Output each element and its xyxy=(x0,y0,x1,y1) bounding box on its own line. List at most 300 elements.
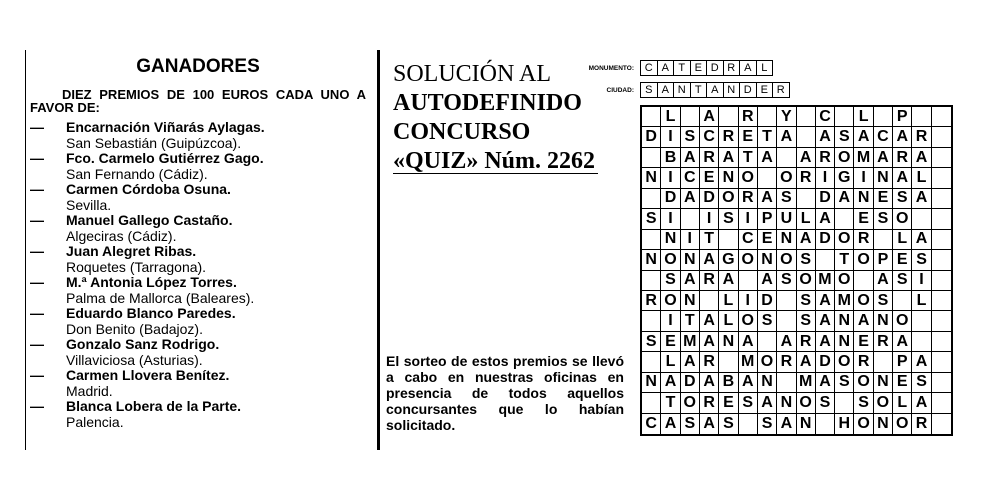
winner-place: Madrid. xyxy=(66,382,113,399)
grid-cell: A xyxy=(681,189,700,209)
grid-cell: O xyxy=(739,168,758,188)
grid-cell xyxy=(932,332,951,352)
grid-cell: M xyxy=(681,332,700,352)
grid-cell xyxy=(835,209,854,229)
grid-cell: A xyxy=(758,393,777,413)
grid-cell xyxy=(932,230,951,250)
hint-letters-monumento xyxy=(640,60,773,76)
grid-cell: N xyxy=(661,230,680,250)
hint-letter: A xyxy=(658,83,675,97)
grid-cell: A xyxy=(912,148,931,168)
grid-cell: N xyxy=(777,230,796,250)
winner-entry xyxy=(30,244,366,275)
grid-cell: A xyxy=(816,127,835,147)
grid-cell: O xyxy=(739,311,758,331)
grid-cell xyxy=(932,291,951,311)
grid-cell: H xyxy=(835,414,854,434)
hint-letters-ciudad xyxy=(640,82,790,98)
grid-cell: B xyxy=(719,373,738,393)
grid-cell: M xyxy=(739,352,758,372)
winner-name xyxy=(30,368,366,384)
grid-cell: S xyxy=(777,271,796,291)
grid-cell xyxy=(719,352,738,372)
grid-cell: N xyxy=(874,168,893,188)
grid-cell: A xyxy=(681,148,700,168)
grid-cell: S xyxy=(642,332,661,352)
grid-cell: E xyxy=(854,209,873,229)
winner-name-text: Eduardo Blanco Paredes. xyxy=(66,305,236,321)
grid-cell: A xyxy=(816,291,835,311)
grid-cell xyxy=(719,107,738,127)
grid-cell: R xyxy=(700,352,719,372)
grid-cell: L xyxy=(912,291,931,311)
grid-cell: I xyxy=(739,209,758,229)
entry-dash: — xyxy=(30,305,44,321)
grid-cell: R xyxy=(642,291,661,311)
grid-cell: T xyxy=(758,127,777,147)
grid-cell: O xyxy=(777,250,796,270)
grid-cell: O xyxy=(835,148,854,168)
winner-name-text: Blanca Lobera de la Parte. xyxy=(66,398,242,414)
grid-cell: R xyxy=(700,271,719,291)
grid-cell xyxy=(816,250,835,270)
hint-letter: R xyxy=(776,84,785,96)
grid-cell: M xyxy=(854,148,873,168)
grid-cell: T xyxy=(661,393,680,413)
grid-cell: R xyxy=(874,332,893,352)
hint-letter: R xyxy=(724,61,741,75)
grid-cell xyxy=(642,148,661,168)
grid-cell: A xyxy=(893,168,912,188)
hint-letter: D xyxy=(740,83,757,97)
grid-cell: B xyxy=(661,148,680,168)
winner-place: Roquetes (Tarragona). xyxy=(66,258,207,275)
grid-cell: E xyxy=(893,373,912,393)
grid-cell: A xyxy=(719,271,738,291)
winner-name-text: M.ª Antonia López Torres. xyxy=(66,274,237,290)
grid-cell: A xyxy=(854,127,873,147)
grid-cell: A xyxy=(893,332,912,352)
grid-cell: M xyxy=(835,291,854,311)
grid-cell: A xyxy=(912,352,931,372)
grid-cell: A xyxy=(700,373,719,393)
hint-letter: N xyxy=(674,83,691,97)
grid-cell: S xyxy=(719,414,738,434)
grid-cell: G xyxy=(719,250,738,270)
winner-entry xyxy=(30,275,366,306)
grid-cell: D xyxy=(816,189,835,209)
grid-cell: C xyxy=(816,107,835,127)
grid-cell: A xyxy=(758,148,777,168)
grid-cell xyxy=(932,168,951,188)
grid-cell xyxy=(874,230,893,250)
grid-cell: N xyxy=(835,332,854,352)
grid-cell: M xyxy=(797,373,816,393)
hint-label-ciudad: CIUDAD: xyxy=(606,86,634,94)
grid-cell: L xyxy=(854,107,873,127)
grid-cell: O xyxy=(835,271,854,291)
entry-dash: — xyxy=(30,181,44,197)
grid-cell: O xyxy=(758,352,777,372)
grid-cell: S xyxy=(835,373,854,393)
grid-cell: R xyxy=(719,127,738,147)
grid-cell: Y xyxy=(777,107,796,127)
grid-cell: O xyxy=(661,250,680,270)
grid-cell: N xyxy=(681,291,700,311)
winner-entry xyxy=(30,120,366,151)
winner-name-text: Manuel Gallego Castaño. xyxy=(66,212,233,228)
grid-cell: A xyxy=(777,332,796,352)
grid-cell xyxy=(797,189,816,209)
grid-cell: E xyxy=(854,332,873,352)
grid-cell: D xyxy=(661,189,680,209)
hint-letter: C xyxy=(641,61,658,75)
grid-cell: A xyxy=(661,373,680,393)
grid-cell xyxy=(777,373,796,393)
entry-dash: — xyxy=(30,150,44,166)
winner-entry xyxy=(30,368,366,399)
grid-cell: S xyxy=(642,209,661,229)
grid-cell xyxy=(797,127,816,147)
grid-cell xyxy=(700,291,719,311)
grid-cell: O xyxy=(739,250,758,270)
grid-cell: U xyxy=(777,209,796,229)
grid-cell xyxy=(739,414,758,434)
grid-cell xyxy=(642,271,661,291)
grid-cell: O xyxy=(719,189,738,209)
winner-name-text: Gonzalo Sanz Rodrigo. xyxy=(66,336,220,352)
grid-cell: S xyxy=(797,291,816,311)
winner-name xyxy=(30,306,366,322)
entry-dash: — xyxy=(30,336,44,352)
winner-entry xyxy=(30,306,366,337)
grid-cell: S xyxy=(893,271,912,291)
grid-cell: A xyxy=(816,332,835,352)
grid-cell xyxy=(739,271,758,291)
hint-letter: T xyxy=(691,83,708,97)
grid-cell: O xyxy=(893,311,912,331)
grid-cell xyxy=(835,393,854,413)
grid-cell: S xyxy=(758,311,777,331)
grid-cell: A xyxy=(893,127,912,147)
grid-cell: S xyxy=(719,209,738,229)
hint-letter: D xyxy=(707,61,724,75)
grid-cell: R xyxy=(854,230,873,250)
grid-cell: I xyxy=(700,209,719,229)
grid-cell: E xyxy=(719,393,738,413)
winner-name-text: Carmen Córdoba Osuna. xyxy=(66,181,231,197)
grid-cell: A xyxy=(874,148,893,168)
grid-cell xyxy=(719,230,738,250)
grid-cell xyxy=(874,107,893,127)
grid-cell: A xyxy=(912,393,931,413)
grid-cell: N xyxy=(642,250,661,270)
grid-cell: R xyxy=(912,414,931,434)
grid-cell: A xyxy=(739,373,758,393)
grid-cell: A xyxy=(912,189,931,209)
grid-cell: O xyxy=(681,393,700,413)
winner-place: Villaviciosa (Asturias). xyxy=(66,351,203,368)
winner-name xyxy=(30,244,366,260)
grid-cell: A xyxy=(719,148,738,168)
grid-cell xyxy=(642,352,661,372)
winner-entry xyxy=(30,337,366,368)
grid-cell: N xyxy=(874,414,893,434)
grid-cell: I xyxy=(816,168,835,188)
grid-cell: S xyxy=(912,373,931,393)
grid-cell: L xyxy=(797,209,816,229)
winner-place: Palma de Mallorca (Baleares). xyxy=(66,289,255,306)
grid-cell xyxy=(932,189,951,209)
grid-cell: O xyxy=(835,230,854,250)
grid-cell: R xyxy=(797,168,816,188)
grid-cell: S xyxy=(893,189,912,209)
grid-cell: I xyxy=(854,168,873,188)
grid-cell: R xyxy=(854,352,873,372)
grid-cell: T xyxy=(681,311,700,331)
winner-place: Palencia. xyxy=(66,413,124,430)
winners-intro: DIEZ PREMIOS DE 100 EUROS CADA UNO A FAVOR DE: xyxy=(30,87,366,115)
grid-cell xyxy=(681,209,700,229)
grid-cell: A xyxy=(797,230,816,250)
grid-cell: C xyxy=(700,127,719,147)
grid-cell: D xyxy=(700,189,719,209)
grid-cell: L xyxy=(661,352,680,372)
winner-place: Sevilla. xyxy=(66,196,112,213)
grid-cell: N xyxy=(681,250,700,270)
grid-cell xyxy=(932,250,951,270)
grid-cell: O xyxy=(661,291,680,311)
crossword-grid xyxy=(640,105,953,436)
grid-cell: N xyxy=(719,168,738,188)
grid-cell: A xyxy=(700,250,719,270)
winner-name xyxy=(30,182,366,198)
grid-cell xyxy=(797,107,816,127)
grid-cell: S xyxy=(681,127,700,147)
winner-name xyxy=(30,399,366,415)
title-line-2: AUTODEFINIDO xyxy=(393,90,582,116)
winner-entry xyxy=(30,213,366,244)
grid-cell: A xyxy=(758,271,777,291)
grid-cell: C xyxy=(739,230,758,250)
grid-cell: O xyxy=(797,393,816,413)
grid-cell: E xyxy=(758,230,777,250)
solution-title xyxy=(393,60,598,176)
grid-cell: S xyxy=(777,189,796,209)
grid-cell: O xyxy=(854,291,873,311)
grid-cell xyxy=(932,209,951,229)
grid-cell: S xyxy=(912,250,931,270)
grid-cell: R xyxy=(700,148,719,168)
grid-cell: C xyxy=(874,127,893,147)
grid-cell: O xyxy=(854,250,873,270)
hint-label-monumento: MONUMENTO: xyxy=(588,64,634,72)
grid-cell: A xyxy=(739,332,758,352)
grid-cell xyxy=(642,311,661,331)
grid-cell: A xyxy=(681,352,700,372)
winner-place: San Fernando (Cádiz). xyxy=(66,165,208,182)
grid-cell: D xyxy=(816,352,835,372)
grid-cell: T xyxy=(739,148,758,168)
grid-cell: I xyxy=(739,291,758,311)
entry-dash: — xyxy=(30,119,44,135)
grid-cell: N xyxy=(642,168,661,188)
grid-cell: N xyxy=(874,311,893,331)
grid-cell: A xyxy=(681,271,700,291)
winner-name xyxy=(30,213,366,229)
grid-cell: S xyxy=(739,393,758,413)
grid-cell xyxy=(777,311,796,331)
grid-cell: A xyxy=(758,189,777,209)
grid-cell: N xyxy=(874,373,893,393)
title-underline xyxy=(393,173,598,174)
grid-cell: A xyxy=(854,311,873,331)
grid-cell: N xyxy=(797,414,816,434)
grid-cell: A xyxy=(874,271,893,291)
grid-cell: L xyxy=(661,107,680,127)
grid-cell: A xyxy=(816,209,835,229)
grid-cell: R xyxy=(912,127,931,147)
grid-cell: P xyxy=(758,209,777,229)
grid-cell xyxy=(912,311,931,331)
grid-cell: P xyxy=(874,250,893,270)
entry-dash: — xyxy=(30,274,44,290)
grid-cell: A xyxy=(700,107,719,127)
grid-cell: N xyxy=(758,373,777,393)
grid-cell: D xyxy=(816,230,835,250)
hint-letter: E xyxy=(757,83,774,97)
winner-name-text: Carmen Llovera Benítez. xyxy=(66,367,230,383)
grid-cell: A xyxy=(816,373,835,393)
entry-dash: — xyxy=(30,212,44,228)
title-line-3: CONCURSO xyxy=(393,119,531,145)
grid-cell xyxy=(932,311,951,331)
grid-cell: E xyxy=(661,332,680,352)
grid-cell: S xyxy=(874,291,893,311)
grid-cell: I xyxy=(661,127,680,147)
winner-place: San Sebastián (Guipúzcoa). xyxy=(66,134,242,151)
grid-cell: R xyxy=(739,107,758,127)
grid-cell: R xyxy=(893,148,912,168)
entry-dash: — xyxy=(30,398,44,414)
grid-cell: A xyxy=(661,414,680,434)
grid-cell: O xyxy=(854,373,873,393)
winner-name xyxy=(30,120,366,136)
grid-cell xyxy=(758,107,777,127)
grid-cell xyxy=(681,107,700,127)
grid-cell: S xyxy=(797,250,816,270)
grid-cell: P xyxy=(893,352,912,372)
grid-cell: D xyxy=(642,127,661,147)
hint-letter: A xyxy=(658,61,675,75)
grid-cell: E xyxy=(739,127,758,147)
grid-cell: A xyxy=(912,230,931,250)
grid-cell xyxy=(912,107,931,127)
grid-cell xyxy=(932,414,951,434)
grid-cell: E xyxy=(700,168,719,188)
grid-cell xyxy=(932,107,951,127)
grid-cell xyxy=(642,393,661,413)
winner-name xyxy=(30,151,366,167)
grid-cell: N xyxy=(835,311,854,331)
grid-cell: P xyxy=(893,107,912,127)
winners-title: GANADORES xyxy=(136,56,260,77)
grid-cell xyxy=(758,168,777,188)
grid-cell: C xyxy=(681,168,700,188)
grid-cell: T xyxy=(700,230,719,250)
grid-cell xyxy=(932,127,951,147)
grid-cell: N xyxy=(854,189,873,209)
winner-place: Algeciras (Cádiz). xyxy=(66,227,177,244)
grid-cell: O xyxy=(835,352,854,372)
grid-cell: L xyxy=(893,393,912,413)
grid-cell xyxy=(932,373,951,393)
grid-cell xyxy=(874,352,893,372)
grid-cell: S xyxy=(758,414,777,434)
grid-cell: S xyxy=(854,393,873,413)
hint-ciudad xyxy=(586,82,790,98)
grid-cell: D xyxy=(758,291,777,311)
grid-cell: A xyxy=(835,189,854,209)
column-divider xyxy=(377,50,380,450)
grid-cell: N xyxy=(777,393,796,413)
grid-cell: S xyxy=(661,271,680,291)
title-line-4: «QUIZ» Núm. 2262 xyxy=(393,148,596,174)
winner-name-text: Encarnación Viñarás Aylagas. xyxy=(66,119,265,135)
grid-cell xyxy=(932,148,951,168)
grid-cell: A xyxy=(797,352,816,372)
hint-letter: L xyxy=(761,62,768,74)
grid-cell xyxy=(932,271,951,291)
grid-cell: D xyxy=(681,373,700,393)
grid-cell: E xyxy=(874,189,893,209)
grid-cell: G xyxy=(835,168,854,188)
grid-cell xyxy=(932,393,951,413)
grid-cell: I xyxy=(912,271,931,291)
grid-cell xyxy=(932,352,951,372)
grid-cell xyxy=(893,291,912,311)
winner-entry xyxy=(30,399,366,430)
grid-cell xyxy=(777,148,796,168)
title-line-1: SOLUCIÓN AL xyxy=(393,61,552,87)
entry-dash: — xyxy=(30,243,44,259)
hint-letter: S xyxy=(641,83,658,97)
grid-cell: O xyxy=(854,414,873,434)
grid-cell: O xyxy=(797,271,816,291)
grid-cell: A xyxy=(777,127,796,147)
grid-cell: I xyxy=(661,311,680,331)
grid-cell: R xyxy=(739,189,758,209)
grid-cell: I xyxy=(661,168,680,188)
grid-cell: L xyxy=(912,168,931,188)
winner-entry xyxy=(30,151,366,182)
grid-cell: L xyxy=(719,291,738,311)
grid-cell xyxy=(777,291,796,311)
hint-letter: A xyxy=(707,83,724,97)
winner-entry xyxy=(30,182,366,213)
grid-cell: S xyxy=(681,414,700,434)
grid-cell xyxy=(835,107,854,127)
grid-cell: R xyxy=(797,332,816,352)
grid-cell: A xyxy=(777,414,796,434)
left-border xyxy=(25,50,26,450)
grid-cell: O xyxy=(893,414,912,434)
grid-cell: A xyxy=(797,148,816,168)
winner-name xyxy=(30,275,366,291)
grid-cell: A xyxy=(700,311,719,331)
grid-cell: A xyxy=(700,332,719,352)
grid-cell: L xyxy=(893,230,912,250)
